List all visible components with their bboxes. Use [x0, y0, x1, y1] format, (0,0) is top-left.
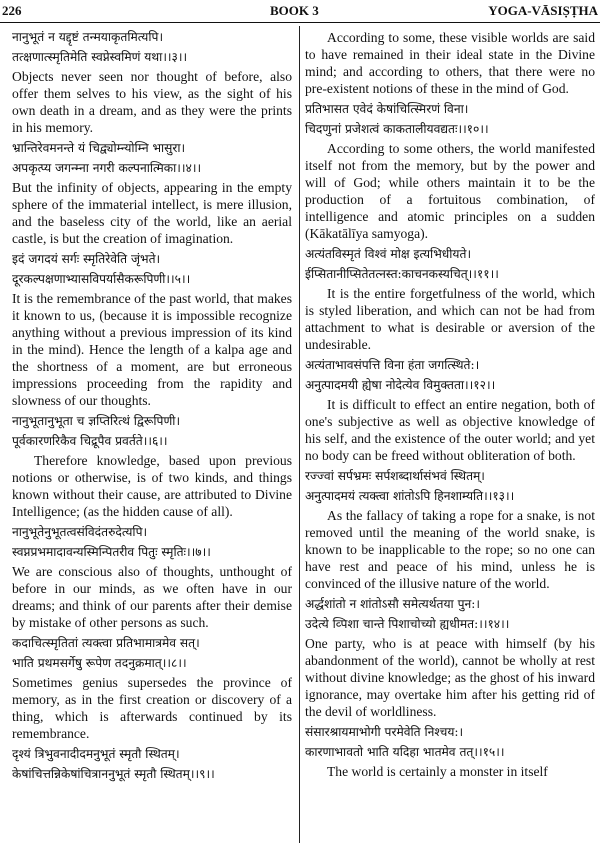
sanskrit-verse-line: पूर्वकारणरिकैव चिद्रूपैव प्रवर्तते।।६।।: [12, 433, 168, 448]
book-label: BOOK 3: [270, 3, 319, 18]
sanskrit-verse-line: उदेत्ये व्पिशा चान्ते पिशाचोच्यो ह्यधीमत:।।१४।।: [305, 616, 510, 631]
sanskrit-verse-line: ईप्सितानीप्सितेतत्नस्त:काचनकस्यचित्।।११।।: [305, 266, 499, 281]
sanskrit-verse-line: केषांचित्तन्निकेषांचित्राननुभूतं स्मृतौ स्थितम्।।९।।: [12, 766, 215, 781]
sanskrit-verse-line: भ्रान्तिरेवमनन्ते यं चिद्व्योम्न्योम्नि भासुरा।: [12, 141, 186, 155]
sanskrit-verse-line: अर्द्धशांतो न शांतोऽसौ समेत्यर्थतया पुन:।: [305, 597, 480, 611]
translation-paragraph: According to some others, the world manifested itself not from the memory, but by the power and will of God; while others maintain it to be the production of a fortuitous combination, of intelligence and atomic principles on a sudden (Kākatālīya samyoga).: [305, 141, 595, 241]
translation-paragraph: It is the entire forgetfulness of the world, which is styled liberation, and which can not be had from attachment to what is desirable or aversion of the undesirable.: [305, 286, 595, 352]
page-number: 226: [2, 3, 22, 18]
sanskrit-verse-line: अत्यंताभावसंपत्ति विना हंता जगत्स्थिते:।: [305, 358, 480, 372]
translation-paragraph: It is the remembrance of the past world, that makes it known to us, (because it is impossible recognize anything without a previous impression of its kind in the mind). Hence the length of a kalpa age and the shortness of a moment, are but erroneous impressions proceeding from the rapidity and slowness of our thoughts.: [12, 291, 292, 408]
sanskrit-verse-line: कदाचित्स्मृतितां त्यक्त्वा प्रतिभामात्रमेव सत्।: [12, 636, 200, 650]
column-divider: [299, 26, 300, 843]
translation-paragraph: As the fallacy of taking a rope for a snake, is not removed until the meaning of the world snake, is known to be inapplicable to the rope; so no one can have rest and peace of his mind, unless he is convinced of the illusive nature of the world.: [305, 508, 595, 591]
sanskrit-verse-line: नानुभूतेनुभूतत्वसंविदंतरुदेत्यपि।: [12, 525, 148, 539]
sanskrit-verse-line: अपकृत्प्य जगन्म्ना नगरी कल्पनात्मिका।।४।।: [12, 160, 202, 175]
sanskrit-verse-line: तत्क्षणात्स्मृतिमेति स्वप्नेस्वमिणं यथा।।३।।: [12, 49, 188, 64]
right-column: [305, 28, 595, 843]
running-title: YOGA-VĀSIṢṬHA: [488, 3, 598, 18]
translation-paragraph: One party, who is at peace with himself (by his abandonment of the world), cannot be wholly at rest without divine knowledge; as the ghost of his inward ignorance, may overtake him after his getting rid of the devil of worldliness.: [305, 636, 595, 719]
sanskrit-verse-line: भाति प्रथमसर्गेषु रूपेण तदनुक्रमात्।।८।।: [12, 655, 187, 670]
translation-paragraph: The world is certainly a monster in itself: [327, 764, 548, 779]
sanskrit-verse-line: अनुत्पादमयं त्यक्त्वा शांतोऽपि हिनशाम्यति।।१३।।: [305, 488, 515, 503]
translation-paragraph: According to some, these visible worlds are said to have remained in their ideal state in the Divine mind; and according to others, that there were no pre-existent notions of these in the mind of God.: [305, 30, 595, 96]
sanskrit-verse-line: प्रतिभासत एवेदं केषांचित्स्मिरणं विना।: [305, 102, 469, 116]
translation-paragraph: But the infinity of objects, appearing in the empty sphere of the immaterial intellect, is mere illusion, and the baseless city of the world, like an aerial castle, is but the creation of imagination.: [12, 180, 292, 246]
sanskrit-verse-line: स्वप्नप्रभमादावन्यस्मिन्पितरीव पितुः स्मृतिः।।७।।: [12, 544, 211, 559]
translation-paragraph: Sometimes genius supersedes the province of memory, as in the first creation or discovery of a thing, which is afterwards continued by its remembrance.: [12, 675, 292, 741]
sanskrit-verse-line: दूरकल्पक्षणाभ्यासविपर्यासैकरूपिणी।।५।।: [12, 271, 191, 286]
sanskrit-verse-line: नानुभूतानुभूता च ज्ञप्तिरित्थं द्विरूपिणी।: [12, 414, 181, 428]
translation-paragraph: We are conscious also of thoughts, unthought of before in our minds, as we often have in our dreams; and think of our parents after their demise by mistake of other persons as such.: [12, 564, 292, 630]
left-column: [12, 28, 292, 843]
sanskrit-verse-line: अनुत्पादमयी ह्येषा नोदेत्येव विमुक्तता।।१२।।: [305, 377, 496, 392]
translation-paragraph: It is difficult to effect an entire negation, both of one's subjective as well as objective knowledge of his self, and the existence of the outer world; and yet no body can be freed without obliteration of both.: [305, 397, 595, 463]
sanskrit-verse-line: कारणाभावतो भाति यदिहा भातमेव तत्।।१५।।: [305, 744, 505, 759]
sanskrit-verse-line: नानुभूतं न यद्दृष्टं तन्मयाकृतमित्यपि।: [12, 30, 164, 44]
page-header: [0, 0, 600, 23]
sanskrit-verse-line: संसारश्रायमाभोगी परमेवेति निश्चय:।: [305, 725, 464, 739]
translation-paragraph: Objects never seen nor thought of before, also offer them selves to his view, as the sight of his own death in a dream, and as they were the prints in his memory.: [12, 69, 292, 135]
sanskrit-verse-line: अत्यंतविस्मृतं विश्वं मोक्ष इत्यभिधीयते।: [305, 247, 472, 261]
translation-paragraph: Therefore knowledge, based upon previous notions or otherwise, is of two kinds, and things known without their cause, are attributed to Divine Intelligence; (as the hidden cause of all).: [12, 453, 292, 519]
sanskrit-verse-line: इदं जगदयं सर्गः स्मृतिरेवेति जृंभते।: [12, 252, 161, 266]
sanskrit-verse-line: चिदणुनां प्रजेशत्वं काकतालीयवद्यतः।।१०।।: [305, 121, 489, 136]
sanskrit-verse-line: दृश्यं त्रिभुवनादीदमनुभूतं स्मृतौ स्थितम्।: [12, 747, 180, 761]
sanskrit-verse-line: रज्ज्वां सर्पभ्रमः सर्पशब्दार्थासंभवं स्थितम्।: [305, 469, 485, 483]
